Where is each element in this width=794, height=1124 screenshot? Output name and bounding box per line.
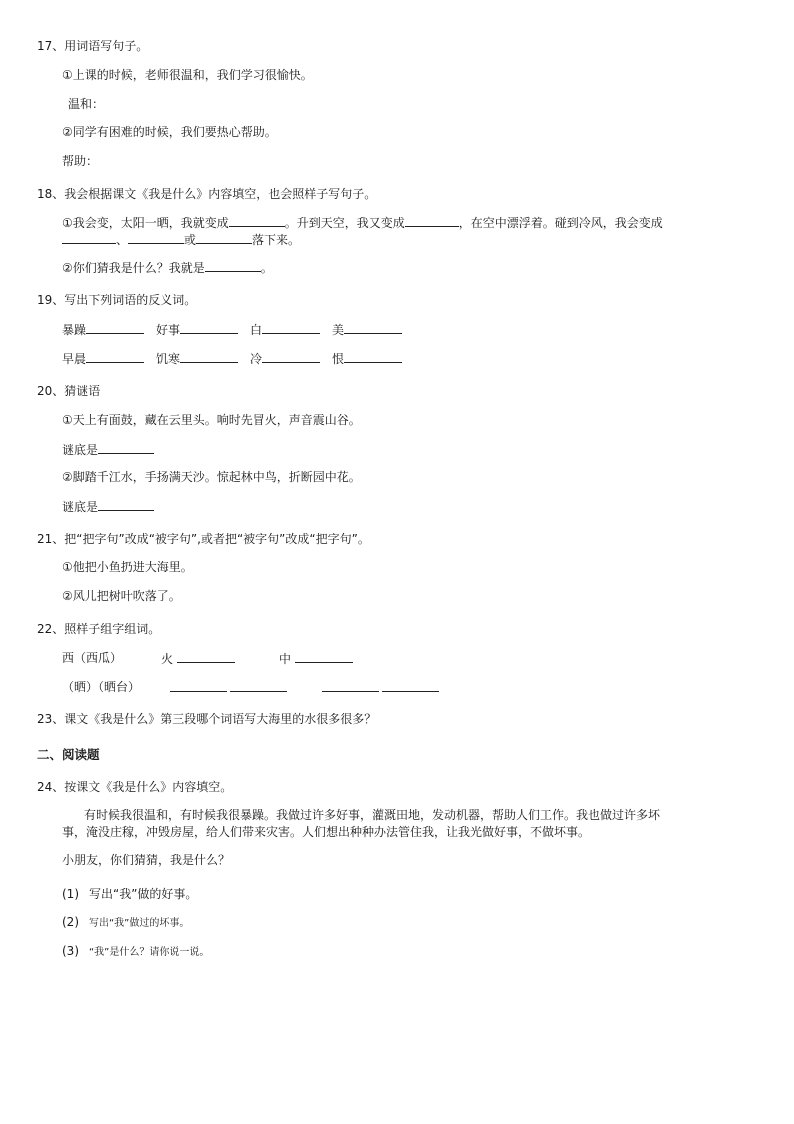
answer-label: 谜底是 (62, 500, 99, 514)
answer-blank[interactable] (170, 679, 227, 692)
char-label: 中 (279, 652, 292, 666)
q22-example-1: 西（西瓜） (62, 651, 123, 665)
subquestion-number: (1) (62, 887, 79, 901)
q17-sentence-2: ②同学有困难的时候，我们要热心帮助。 (62, 125, 277, 139)
q18-text-2a: 、 (116, 233, 129, 247)
answer-blank[interactable] (98, 498, 154, 511)
q23-title: 23、课文《我是什么》第三段哪个词语写大海里的水很多很多？ (37, 712, 377, 726)
subquestion-text: 写出“我”做的好事。 (89, 887, 198, 901)
q21-sentence-1: ①他把小鱼扔进大海里。 (62, 560, 193, 574)
answer-blank[interactable] (86, 350, 144, 363)
answer-blank[interactable] (177, 650, 235, 663)
q17-title: 17、用词语写句子。 (37, 39, 149, 53)
antonym-word: 饥寒 (156, 352, 181, 366)
q18-line-2 (62, 231, 300, 248)
answer-blank[interactable] (262, 321, 320, 334)
q18-text-3b: 。 (260, 261, 273, 275)
q24-subquestion-2 (62, 914, 189, 932)
subquestion-number: (2) (62, 915, 79, 929)
answer-blank[interactable] (180, 350, 238, 363)
q17-sentence-1: ①上课的时候，老师很温和，我们学习很愉快。 (62, 68, 313, 82)
q19-title: 19、写出下列词语的反义词。 (37, 293, 197, 307)
subquestion-text: 写出“我”做过的坏事。 (89, 918, 190, 929)
answer-blank[interactable] (382, 679, 439, 692)
q20-answer-1 (62, 441, 154, 458)
q18-text-2b: 或 (184, 233, 197, 247)
q24-title: 24、按课文《我是什么》内容填空。 (37, 780, 233, 794)
antonym-word: 好事 (156, 323, 181, 337)
q24-passage-question: 小朋友，你们猜猜，我是什么？ (62, 853, 231, 867)
antonym-word: 美 (332, 323, 345, 337)
answer-blank[interactable] (98, 441, 154, 454)
q24-passage-line-1: 有时候我很温和，有时候我很暴躁。我做过许多好事，灌溉田地，发动机器，帮助人们工作。我也做过许多坏 (84, 808, 661, 822)
q18-text-2c: 落下来。 (252, 233, 301, 247)
q20-answer-2 (62, 498, 154, 515)
q22-blanks-2 (322, 679, 439, 696)
q20-title: 20、猜谜语 (37, 384, 101, 398)
antonym-word: 白 (250, 323, 263, 337)
answer-blank[interactable] (295, 650, 353, 663)
q22-blanks-1 (170, 679, 287, 696)
antonym-word: 冷 (250, 352, 263, 366)
q18-line-1 (62, 214, 663, 231)
q18-title: 18、我会根据课文《我是什么》内容填空，也会照样子写句子。 (37, 187, 377, 201)
answer-blank[interactable] (86, 321, 144, 334)
subquestion-text: “我”是什么？请你说一说。 (89, 947, 210, 958)
q22-char-1 (161, 650, 235, 667)
q19-word-row-2 (62, 350, 402, 367)
q19-word-row-1 (62, 321, 402, 338)
q22-char-2 (279, 650, 353, 667)
answer-blank[interactable] (205, 259, 261, 272)
section-heading: 二、阅读题 (37, 747, 100, 762)
antonym-word: 恨 (332, 352, 345, 366)
answer-blank[interactable] (230, 679, 287, 692)
q24-subquestion-1 (62, 886, 197, 902)
q20-riddle-1: ①天上有面鼓，藏在云里头。响时先冒火，声音震山谷。 (62, 413, 361, 427)
answer-blank[interactable] (229, 214, 285, 227)
answer-label: 谜底是 (62, 443, 99, 457)
q20-riddle-2: ②脚踏千江水，手扬满天沙。惊起林中鸟，折断园中花。 (62, 470, 361, 484)
q17-word-1: 温和： (68, 97, 105, 111)
q24-passage-line-2: 事，淹没庄稼，冲毁房屋，给人们带来灾害。人们想出种种办法管住我，让我光做好事，不做坏事。 (62, 825, 591, 839)
q17-word-2: 帮助： (62, 154, 99, 168)
q21-title: 21、把“把字句”改成“被字句”,或者把“被字句”改成“把字句”。 (37, 532, 370, 546)
q18-text-3a: ②你们猜我是什么？我就是 (62, 261, 205, 275)
q22-example-2: （晒）（晒台） (62, 680, 141, 694)
answer-blank[interactable] (128, 231, 184, 244)
answer-blank[interactable] (344, 321, 402, 334)
subquestion-number: (3) (62, 944, 79, 958)
answer-blank[interactable] (180, 321, 238, 334)
q22-title: 22、照样子组字组词。 (37, 622, 161, 636)
answer-blank[interactable] (62, 231, 116, 244)
q18-text-1b: 。升到天空，我又变成 (284, 216, 405, 230)
answer-blank[interactable] (262, 350, 320, 363)
answer-blank[interactable] (322, 679, 379, 692)
q18-text-1a: ①我会变，太阳一晒，我就变成 (62, 216, 229, 230)
q18-text-1c: ，在空中漂浮着。碰到冷风，我会变成 (458, 216, 663, 230)
antonym-word: 暴躁 (62, 323, 87, 337)
char-label: 火 (161, 652, 174, 666)
answer-blank[interactable] (405, 214, 459, 227)
answer-blank[interactable] (344, 350, 402, 363)
q24-subquestion-3 (62, 943, 209, 961)
answer-blank[interactable] (196, 231, 252, 244)
q21-sentence-2: ②风儿把树叶吹落了。 (62, 589, 181, 603)
antonym-word: 早晨 (62, 352, 87, 366)
q18-line-3 (62, 259, 273, 276)
